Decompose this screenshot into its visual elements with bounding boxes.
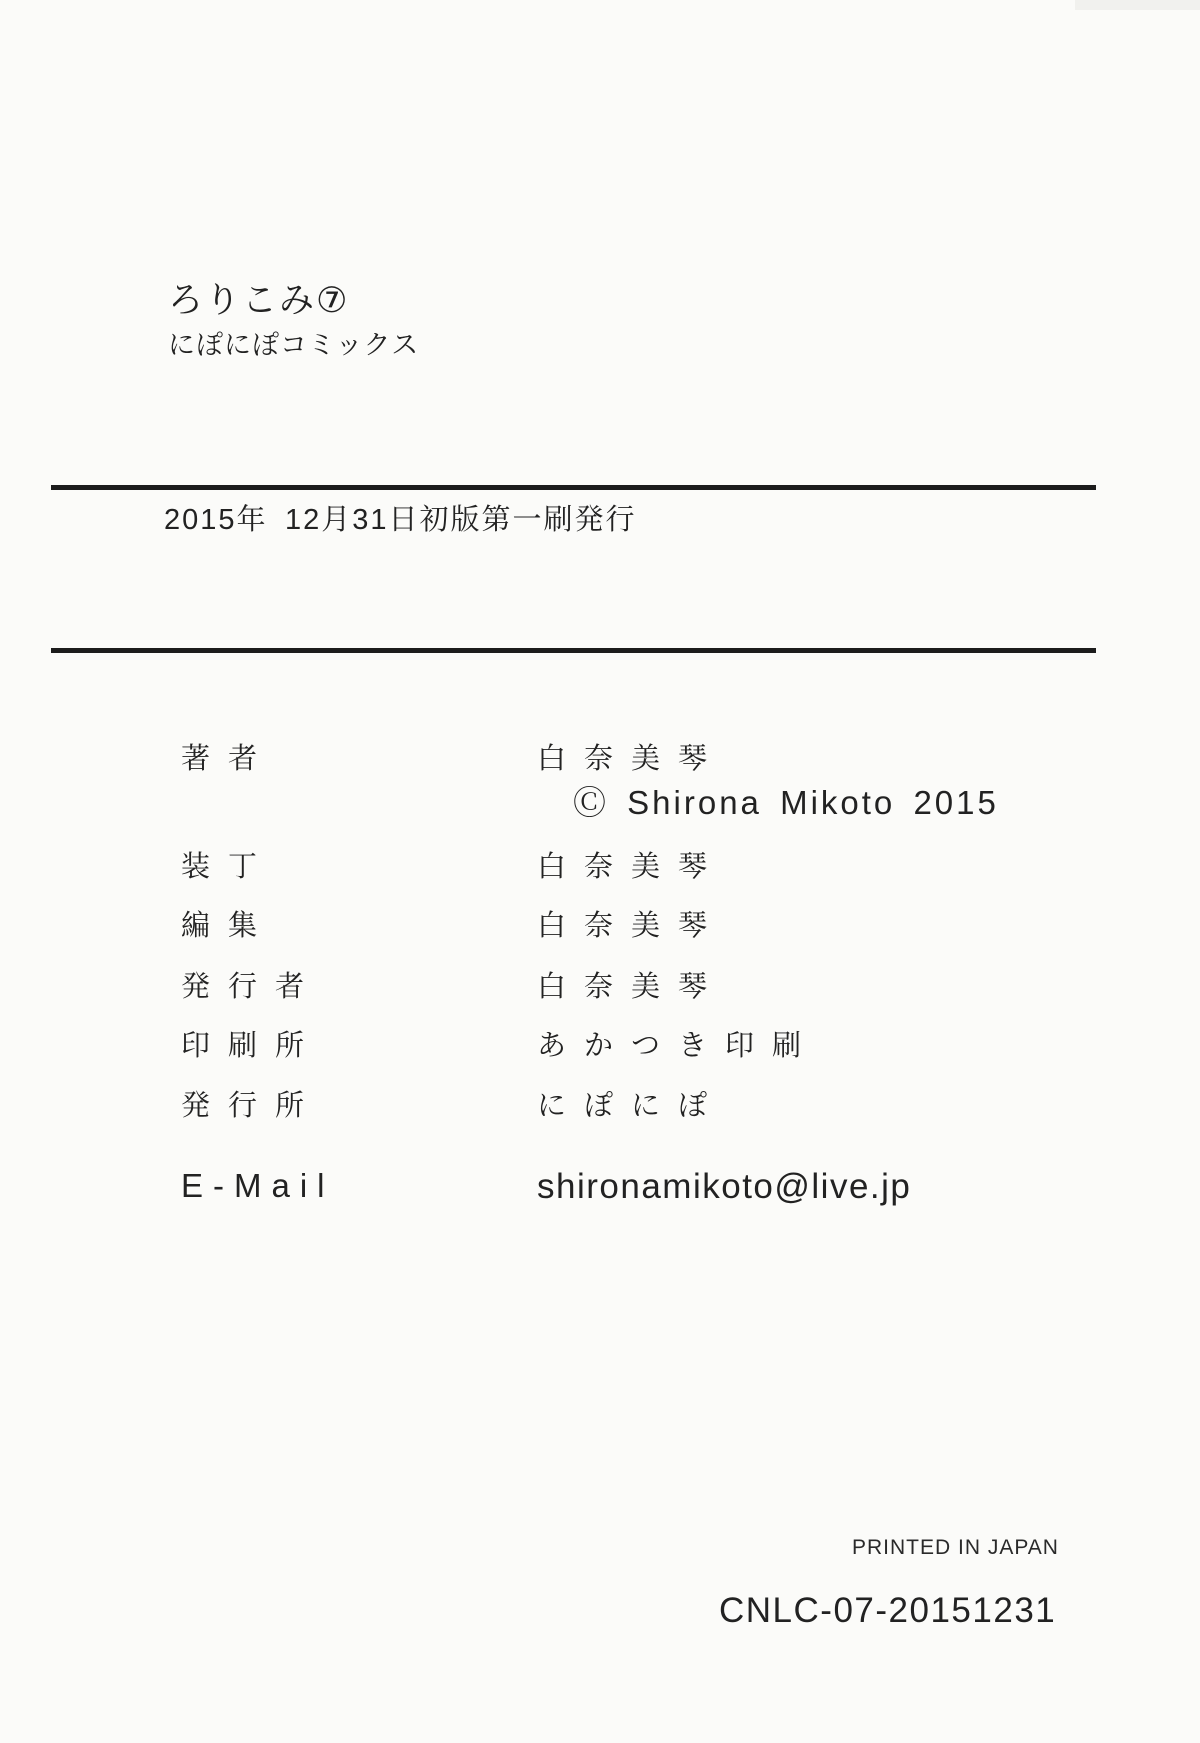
publishing-office-label: 発行所: [181, 1090, 323, 1122]
editing-value: 白奈美琴: [537, 910, 726, 942]
printing-office-value: あかつき印刷: [537, 1030, 820, 1062]
author-label: 著者: [181, 743, 276, 775]
binding-design-value: 白奈美琴: [537, 851, 726, 883]
copyright-notice: Ⓒ Shirona Mikoto 2015: [573, 784, 999, 821]
imprint-series-name: にぽにぽコミックス: [168, 330, 420, 360]
separator-rule-bottom: [51, 648, 1096, 653]
printed-in-japan-text: PRINTED IN JAPAN: [852, 1536, 1059, 1559]
email-label: E-Mail: [181, 1167, 335, 1204]
publisher-person-label: 発行者: [181, 971, 323, 1003]
publishing-office-value: にぽにぽ: [537, 1090, 726, 1122]
scan-artifact: [1075, 0, 1200, 10]
binding-design-label: 装丁: [181, 851, 276, 883]
separator-rule-top: [51, 485, 1096, 490]
printing-office-label: 印刷所: [181, 1030, 323, 1062]
catalog-code: CNLC-07-20151231: [719, 1591, 1057, 1630]
editing-label: 編集: [181, 910, 276, 942]
email-address: shironamikoto@live.jp: [537, 1167, 912, 1206]
author-value: 白奈美琴: [537, 743, 726, 775]
publisher-person-value: 白奈美琴: [537, 971, 726, 1003]
edition-date-year: 2015年: [164, 504, 268, 536]
edition-date-printing: 12月31日初版第一刷発行: [285, 504, 637, 536]
book-title: ろりこみ⑦: [168, 281, 350, 320]
